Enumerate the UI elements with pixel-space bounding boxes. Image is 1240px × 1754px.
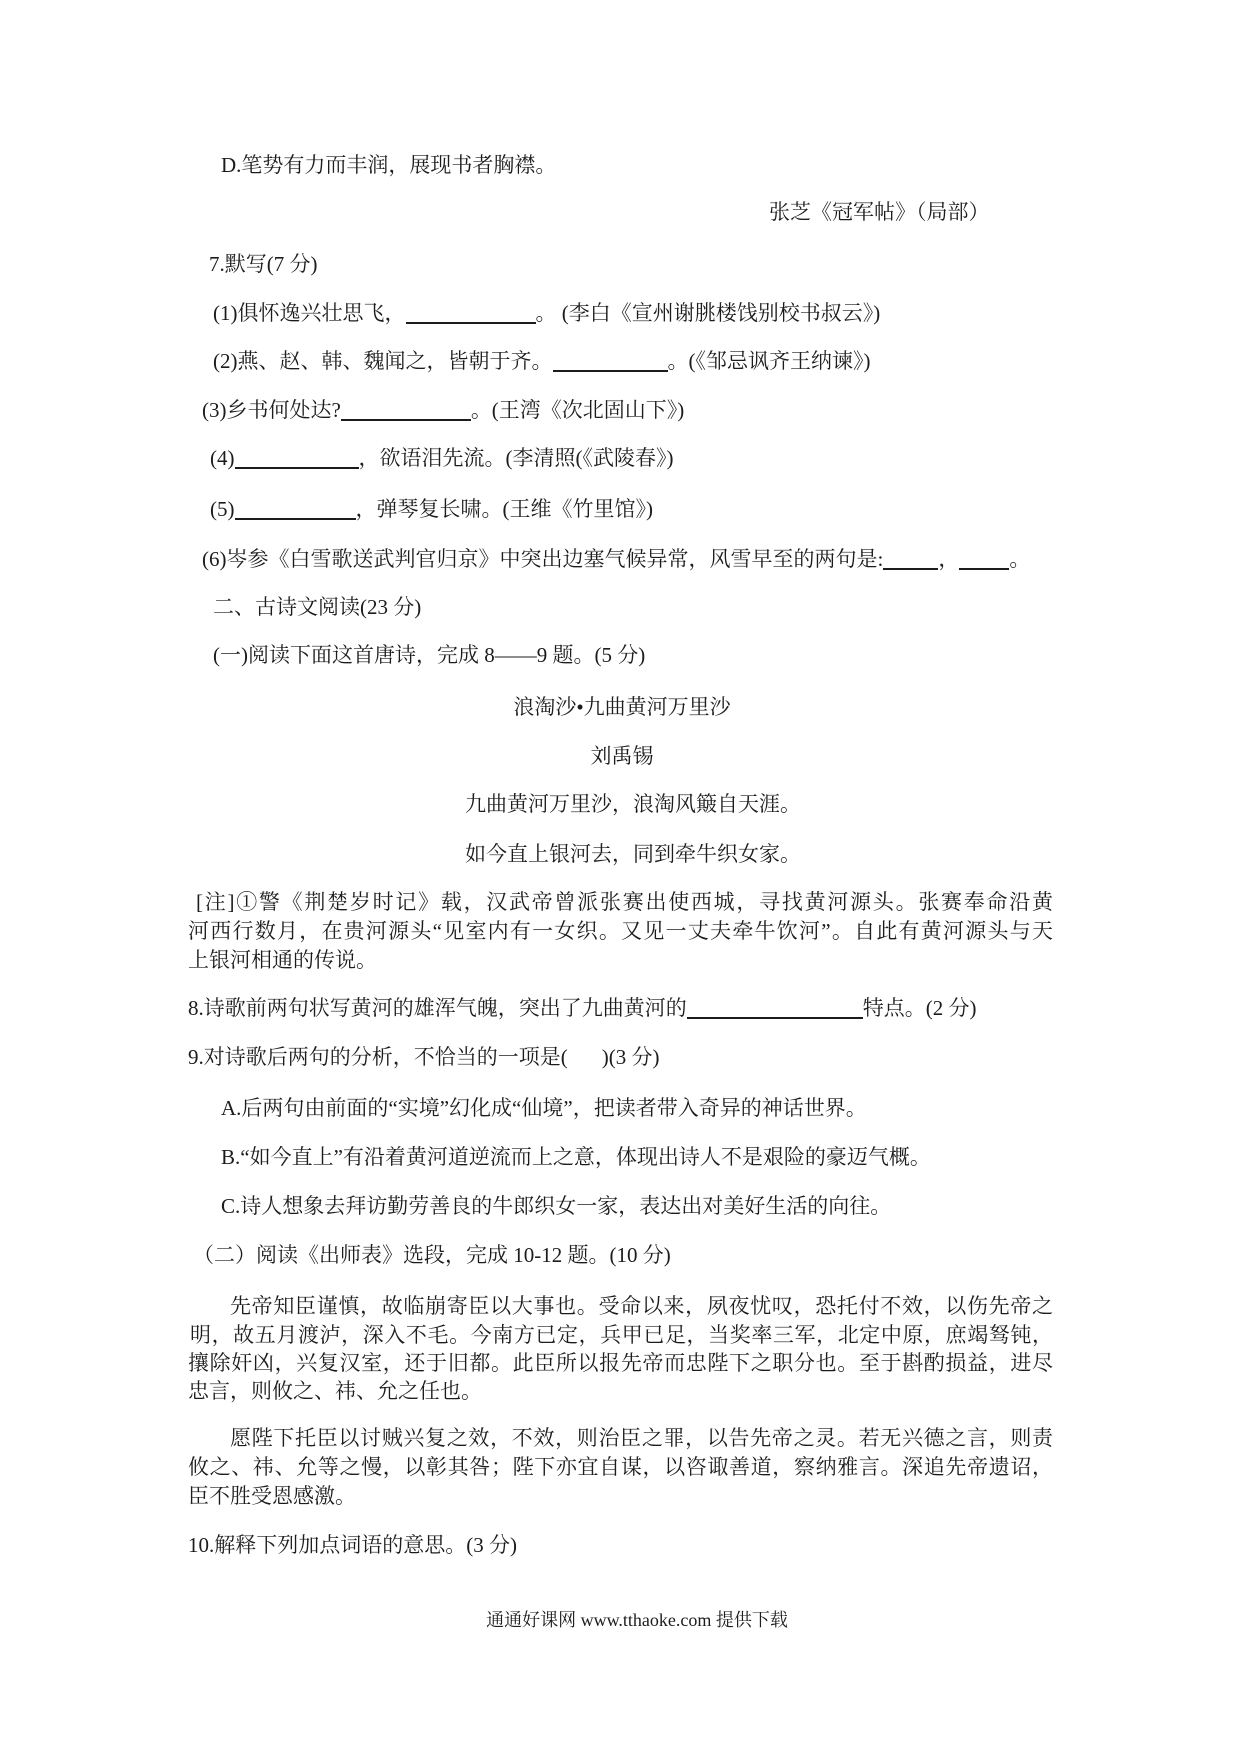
- section2-title: 二、古诗文阅读(23 分): [213, 595, 422, 619]
- page-footer: 通通好课网 www.tthaoke.com 提供下载: [486, 1610, 788, 1630]
- poem-title: 浪淘沙•九曲黄河万里沙: [513, 695, 731, 719]
- q8-prompt: 8.诗歌前两句状写黄河的雄浑气魄，突出了九曲黄河的: [188, 996, 687, 1020]
- answer-blank: [883, 548, 938, 570]
- option-d: D.笔势有力而丰润，展现书者胸襟。: [221, 153, 557, 177]
- answer-blank: [959, 548, 1009, 570]
- q7-item-1-source: 。 (李白《宣州谢朓楼饯别校书叔云》): [535, 301, 881, 325]
- q9-points: )(3 分): [601, 1045, 660, 1069]
- q9-prompt: 9.对诗歌后两句的分析，不恰当的一项是(: [188, 1045, 568, 1069]
- poem-author: 刘禹锡: [590, 744, 654, 768]
- q9: [188, 1043, 659, 1072]
- passage-line: 先帝知臣谨慎，故临崩寄臣以大事也。受命以来，夙夜忧叹，恐托付不效，以伤先帝之: [230, 1294, 1053, 1318]
- poem-line: 如今直上银河去，同到牵牛织女家。: [465, 842, 801, 866]
- calligraphy-caption: 张芝《冠军帖》（局部）: [769, 200, 990, 224]
- q7-item-3-source: 。(王湾《次北固山下》): [470, 398, 685, 422]
- part2-instruction: （二）阅读《出师表》选段，完成 10-12 题。(10 分): [193, 1243, 671, 1267]
- q7-item-5-text: ，弹琴复长啸。(王维《竹里馆》): [355, 497, 653, 521]
- passage-line: 明，故五月渡泸，深入不毛。今南方已定，兵甲已足，当奖率三军，北定中原，庶竭驽钝，: [190, 1323, 1053, 1347]
- passage-line: 臣不胜受恩感激。: [188, 1484, 356, 1508]
- q7-item-3: [202, 396, 684, 425]
- answer-blank: [341, 399, 471, 421]
- answer-blank: [235, 447, 359, 469]
- poem-note-line: 上银河相通的传说。: [188, 948, 377, 972]
- q8: [188, 994, 977, 1023]
- poem-line: 九曲黄河万里沙，浪淘风簸自天涯。: [465, 792, 801, 816]
- answer-blank: [406, 302, 536, 324]
- q7-item-1: [213, 299, 880, 328]
- q7-item-2-source: 。(《邹忌讽齐王纳谏》): [667, 349, 871, 373]
- q7-item-6: [202, 545, 1030, 574]
- passage-line: 忠言，则攸之、祎、允之任也。: [188, 1379, 482, 1403]
- poem-note-line: 河西行数月，在贵河源头“见室内有一女织。又见一丈夫牵牛饮河”。自此有黄河源头与天: [188, 919, 1053, 943]
- q7-item-4: [210, 444, 673, 473]
- q7-item-6-end: 。: [1009, 547, 1031, 571]
- q7-item-5: [210, 495, 653, 524]
- q7-item-6-comma: ，: [938, 547, 960, 571]
- answer-blank: [687, 997, 863, 1019]
- q7-title: 7.默写(7 分): [209, 252, 318, 276]
- answer-paren-space: [568, 1048, 602, 1068]
- poem-note-line: [注]①警《荆楚岁时记》载，汉武帝曾派张赛出使西城，寻找黄河源头。张赛奉命沿黄: [196, 890, 1053, 914]
- passage-line: 攘除奸凶，兴复汉室，还于旧都。此臣所以报先帝而忠陛下之职分也。至于斟酌损益，进尽: [188, 1351, 1053, 1375]
- q9-option-a: A.后两句由前面的“实境”幻化成“仙境”，把读者带入奇异的神话世界。: [221, 1096, 867, 1120]
- part1-instruction: (一)阅读下面这首唐诗，完成 8——9 题。(5 分): [213, 643, 646, 667]
- q7-item-6-prompt: (6)岑参《白雪歌送武判官归京》中突出边塞气候异常，风雪早至的两句是:: [202, 547, 884, 571]
- answer-blank: [553, 350, 668, 372]
- q7-item-2-prompt: (2)燕、赵、韩、魏闻之，皆朝于齐。: [213, 349, 553, 373]
- q7-item-2: [213, 347, 871, 376]
- passage-line: 愿陛下托臣以讨贼兴复之效，不效，则治臣之罪，以告先帝之灵。若无兴德之言，则责: [230, 1426, 1053, 1450]
- q7-item-1-prompt: (1)俱怀逸兴壮思飞，: [213, 301, 406, 325]
- q9-option-b: B.“如今直上”有沿着黄河道逆流而上之意，体现出诗人不是艰险的豪迈气概。: [221, 1145, 931, 1169]
- q8-points: 特点。(2 分): [862, 996, 977, 1020]
- passage-line: 攸之、祎、允等之慢，以彰其咎；陛下亦宜自谋，以咨诹善道，察纳雅言。深追先帝遗诏，: [188, 1455, 1053, 1479]
- q7-item-4-text: ，欲语泪先流。(李清照(《武陵春》): [358, 446, 674, 470]
- q7-item-5-number: (5): [210, 497, 235, 521]
- q7-item-3-prompt: (3)乡书何处达?: [202, 398, 341, 422]
- q7-item-4-number: (4): [210, 446, 235, 470]
- q10: 10.解释下列加点词语的意思。(3 分): [188, 1533, 517, 1557]
- answer-blank: [235, 498, 356, 520]
- q9-option-c: C.诗人想象去拜访勤劳善良的牛郎织女一家，表达出对美好生活的向往。: [221, 1194, 892, 1218]
